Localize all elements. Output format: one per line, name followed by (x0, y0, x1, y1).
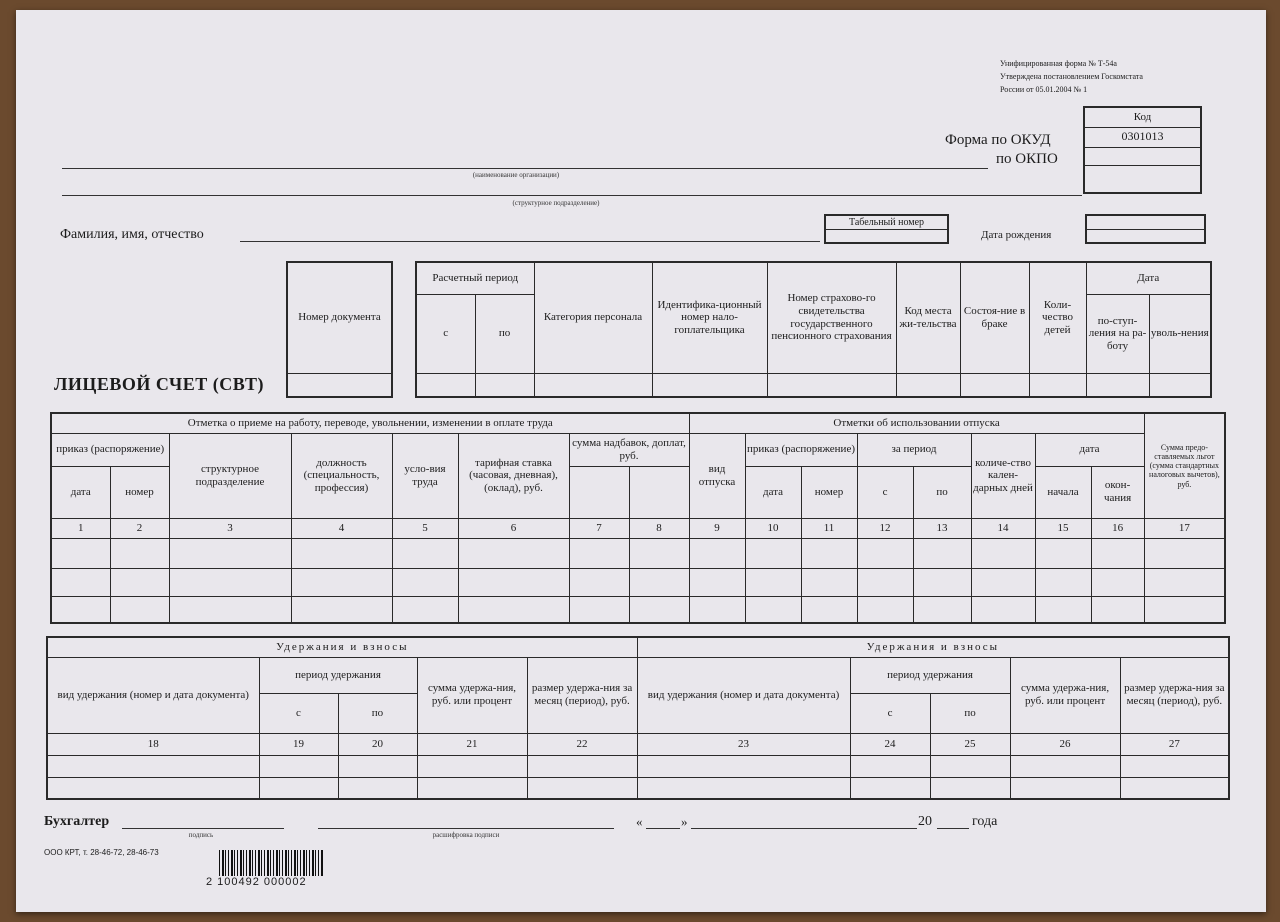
calc-period-header: Расчетный период (416, 262, 534, 294)
org-line[interactable] (62, 168, 988, 169)
order-date-header: дата (51, 466, 110, 518)
col-num: 9 (689, 518, 745, 538)
dept-caption: (структурное подразделение) (512, 199, 600, 207)
leave-order-header: приказ (распоряжение) (745, 433, 857, 466)
info-cell[interactable] (416, 373, 475, 397)
to-header-right: по (930, 693, 1010, 733)
form-sheet (16, 10, 1266, 912)
col-num: 15 (1035, 518, 1091, 538)
col-num: 17 (1144, 518, 1225, 538)
allowance-8-header (629, 466, 689, 518)
rate-header: тарифная ставка (часовая, дневная), (оклад), руб. (458, 433, 569, 518)
info-cell[interactable] (767, 373, 896, 397)
deductions-row[interactable] (47, 777, 1229, 799)
col-num: 18 (47, 733, 259, 755)
info-cell[interactable] (1029, 373, 1086, 397)
barcode-icon (219, 850, 324, 876)
employment-row[interactable] (51, 538, 1225, 568)
decoding-line[interactable] (318, 828, 614, 829)
col-num: 20 (338, 733, 417, 755)
kind-header-right: вид удержания (номер и дата документа) (637, 657, 850, 733)
leave-from-header: с (857, 466, 913, 518)
leave-to-header: по (913, 466, 971, 518)
col-num: 26 (1010, 733, 1120, 755)
col-num: 23 (637, 733, 850, 755)
monthly-header-left: размер удержа-ния за месяц (период), руб. (527, 657, 637, 733)
tabel-value[interactable] (825, 229, 948, 243)
to-header-left: по (338, 693, 417, 733)
form-line2: Утверждена постановлением Госкомстата (1000, 72, 1143, 81)
code-box (1083, 106, 1202, 194)
birth-box (1085, 214, 1206, 244)
col-num: 14 (971, 518, 1035, 538)
info-cell[interactable] (475, 373, 534, 397)
employment-section-header: Отметка о приеме на работу, переводе, увольнении, изменении в оплате труда (51, 413, 689, 433)
accountant-label: Бухгалтер (44, 814, 110, 829)
col-num: 4 (291, 518, 392, 538)
year-line[interactable] (937, 828, 969, 829)
leave-order-number-header: номер (801, 466, 857, 518)
col-num: 12 (857, 518, 913, 538)
info-cell[interactable] (652, 373, 767, 397)
dismissal-header: уволь-нения (1149, 294, 1211, 373)
leave-period-header: за период (857, 433, 971, 466)
leave-date-header: дата (1035, 433, 1144, 466)
doc-number-header: Номер документа (287, 262, 392, 373)
residence-code-header: Код места жи-тельства (896, 262, 960, 373)
birth-label: Дата рождения (981, 229, 1052, 241)
info-table (415, 261, 1212, 398)
employment-table (50, 412, 1226, 624)
month-line[interactable] (691, 828, 917, 829)
deductions-col-numbers (47, 733, 1229, 755)
period-header-right: период удержания (850, 657, 1010, 693)
col-num: 22 (527, 733, 637, 755)
col-num: 11 (801, 518, 857, 538)
code-label: Код (1084, 107, 1201, 127)
col-num: 21 (417, 733, 527, 755)
form-line3: России от 05.01.2004 № 1 (1000, 85, 1088, 94)
fio-label: Фамилия, имя, отчество (60, 227, 204, 242)
col-num: 1 (51, 518, 110, 538)
col-num: 24 (850, 733, 930, 755)
allowances-header: сумма надбавок, доплат, руб. (569, 433, 689, 466)
conditions-header: усло-вия труда (392, 433, 458, 518)
order-number-header: номер (110, 466, 169, 518)
birth-cell-1[interactable] (1086, 215, 1205, 229)
info-cell[interactable] (1086, 373, 1149, 397)
amount-header-left: сумма удержа-ния, руб. или процент (417, 657, 527, 733)
employment-col-numbers (51, 518, 1225, 538)
from-header-left: с (259, 693, 338, 733)
col-num: 25 (930, 733, 1010, 755)
period-from-header: с (416, 294, 475, 373)
date-header: Дата (1086, 262, 1211, 294)
col-num: 5 (392, 518, 458, 538)
barcode-digits: 2 100492 000002 (206, 876, 307, 888)
leave-end-header: окон-чания (1091, 466, 1144, 518)
order-header: приказ (распоряжение) (51, 433, 169, 466)
employment-row[interactable] (51, 568, 1225, 596)
employment-row[interactable] (51, 596, 1225, 623)
dept-line[interactable] (62, 195, 1082, 196)
deductions-table (46, 636, 1230, 800)
col-num: 3 (169, 518, 291, 538)
benefits-header: Сумма предо-ставляемых льгот (сумма стандартных налоговых вычетов), руб. (1144, 413, 1225, 518)
col-num: 27 (1120, 733, 1229, 755)
birth-cell-2[interactable] (1086, 229, 1205, 243)
snils-header: Номер страхово-го свидетельства государственного пенсионного страхования (767, 262, 896, 373)
col-num: 19 (259, 733, 338, 755)
year-prefix: 20 (918, 814, 932, 829)
marital-header: Состоя-ние в браке (960, 262, 1029, 373)
quote-close: » (681, 814, 688, 829)
category-header: Категория персонала (534, 262, 652, 373)
quote-open: « (636, 814, 643, 829)
leave-section-header: Отметки об использовании отпуска (689, 413, 1144, 433)
col-num: 6 (458, 518, 569, 538)
tabel-box (824, 214, 949, 244)
period-to-header: по (475, 294, 534, 373)
col-num: 7 (569, 518, 629, 538)
monthly-header-right: размер удержа-ния за месяц (период), руб. (1120, 657, 1229, 733)
year-suffix: года (972, 814, 998, 829)
deductions-title-right: Удержания и взносы (637, 637, 1229, 657)
okud-value: 0301013 (1084, 127, 1201, 147)
col-num: 13 (913, 518, 971, 538)
signature-caption: подпись (188, 831, 214, 839)
okpo-value[interactable] (1084, 147, 1201, 165)
printer-info: ООО КРТ, т. 28-46-72, 28-46-73 (44, 848, 159, 857)
tabel-label: Табельный номер (825, 215, 948, 229)
decoding-caption: расшифровка подписи (432, 831, 500, 839)
leave-order-date-header: дата (745, 466, 801, 518)
deductions-title-left: Удержания и взносы (47, 637, 637, 657)
col-num: 8 (629, 518, 689, 538)
signature-line[interactable] (122, 828, 284, 829)
form-info (1000, 57, 1143, 96)
kind-header-left: вид удержания (номер и дата документа) (47, 657, 259, 733)
children-header: Коли-чество детей (1029, 262, 1086, 373)
from-header-right: с (850, 693, 930, 733)
doc-title: ЛИЦЕВОЙ СЧЕТ (СВТ) (54, 374, 264, 394)
okud-label: Форма по ОКУД (945, 132, 1051, 148)
leave-type-header: вид отпуска (689, 433, 745, 518)
col-num: 2 (110, 518, 169, 538)
position-header: должность (специальность, профессия) (291, 433, 392, 518)
days-header: количе-ство кален-дарных дней (971, 433, 1035, 518)
info-cell[interactable] (534, 373, 652, 397)
inn-header: Идентифика-ционный номер нало-гоплательщика (652, 262, 767, 373)
org-caption: (наименование организации) (472, 171, 560, 179)
hire-header: по-ступ-ления на ра-боту (1086, 294, 1149, 373)
extra-code[interactable] (1084, 165, 1201, 193)
okpo-label: по ОКПО (996, 151, 1058, 167)
info-cell[interactable] (1149, 373, 1211, 397)
info-cell[interactable] (960, 373, 1029, 397)
col-num: 10 (745, 518, 801, 538)
period-header-left: период удержания (259, 657, 417, 693)
leave-start-header: начала (1035, 466, 1091, 518)
day-line[interactable] (646, 828, 680, 829)
doc-number-cell[interactable] (287, 373, 392, 397)
allowance-7-header (569, 466, 629, 518)
fio-line[interactable] (240, 241, 820, 242)
form-line1: Унифицированная форма № Т-54а (1000, 59, 1117, 68)
info-table-doc (286, 261, 393, 398)
amount-header-right: сумма удержа-ния, руб. или процент (1010, 657, 1120, 733)
dept-header: структурное подразделение (169, 433, 291, 518)
deductions-row[interactable] (47, 755, 1229, 777)
info-cell[interactable] (896, 373, 960, 397)
col-num: 16 (1091, 518, 1144, 538)
